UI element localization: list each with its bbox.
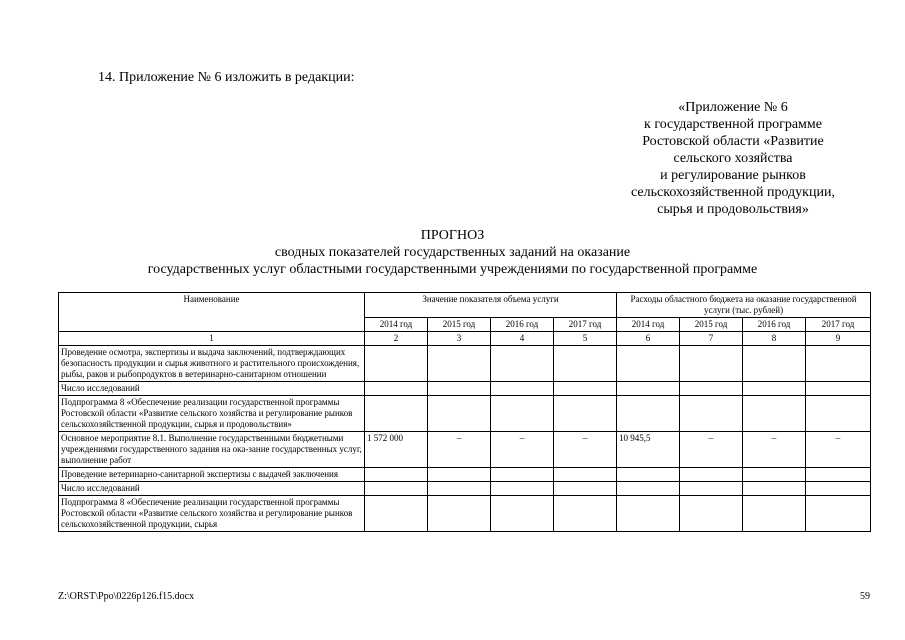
row-value — [428, 346, 491, 382]
column-number: 9 — [806, 332, 871, 346]
row-value — [554, 482, 617, 496]
row-value — [806, 468, 871, 482]
column-number: 4 — [491, 332, 554, 346]
appendix-line: сельского хозяйства — [673, 151, 793, 166]
row-value — [554, 468, 617, 482]
row-value — [491, 482, 554, 496]
row-value — [680, 468, 743, 482]
column-number: 1 — [59, 332, 365, 346]
appendix-line: сырья и продовольствия» — [657, 202, 809, 217]
heading-title: ПРОГНОЗ — [420, 228, 485, 243]
column-number: 5 — [554, 332, 617, 346]
appendix-line: сельскохозяйственной продукции, — [631, 185, 835, 200]
row-value — [743, 346, 806, 382]
row-name: Проведение осмотра, экспертизы и выдача заключений, подтверждающих безопасность продукции и сырья животного и растительного происхождения, рыбы, раков и рыбопродуктов в ветеринарно-санитарном отношении — [59, 346, 365, 382]
row-value — [428, 396, 491, 432]
row-value — [428, 468, 491, 482]
row-value — [554, 396, 617, 432]
row-value — [743, 382, 806, 396]
row-value — [806, 482, 871, 496]
row-value — [617, 496, 680, 532]
table-row — [59, 482, 871, 496]
header-name: Наименование — [59, 293, 365, 332]
row-name: Подпрограмма 8 «Обеспечение реализации государственной программы Ростовской области «Развитие сельского хозяйства и регулирование рынков сельскохозяйственной продукции, сырья и продовольствия» — [59, 396, 365, 432]
row-value — [680, 346, 743, 382]
row-value: – — [428, 432, 491, 468]
column-number: 8 — [743, 332, 806, 346]
row-value — [806, 396, 871, 432]
row-value — [491, 382, 554, 396]
header-budget: Расходы областного бюджета на оказание государственной услуги (тыс. рублей) — [617, 293, 871, 318]
row-value — [428, 482, 491, 496]
year-cell: 2015 год — [680, 318, 743, 332]
heading-line: сводных показателей государственных заданий на оказание — [274, 245, 631, 260]
row-value — [743, 396, 806, 432]
row-value — [617, 382, 680, 396]
header-volume: Значение показателя объема услуги — [365, 293, 617, 318]
row-value — [428, 496, 491, 532]
footer-file-path: Z:\ORST\Ppo\0226p126.f15.docx — [58, 591, 195, 602]
year-cell: 2014 год — [365, 318, 428, 332]
year-cell: 2016 год — [491, 318, 554, 332]
row-value — [365, 496, 428, 532]
document-heading — [0, 227, 905, 278]
appendix-line: «Приложение № 6 — [678, 100, 788, 115]
row-value: 10 945,5 — [617, 432, 680, 468]
column-number: 6 — [617, 332, 680, 346]
row-value — [806, 382, 871, 396]
row-value: – — [806, 432, 871, 468]
table-row — [59, 382, 871, 396]
row-value — [365, 396, 428, 432]
row-value: 1 572 000 — [365, 432, 428, 468]
row-value — [617, 482, 680, 496]
intro-line: 14. Приложение № 6 изложить в редакции: — [98, 70, 355, 85]
forecast-table — [58, 292, 871, 532]
table-row — [59, 346, 871, 382]
year-cell: 2014 год — [617, 318, 680, 332]
row-value — [806, 496, 871, 532]
row-name: Число исследований — [59, 482, 365, 496]
row-value — [491, 396, 554, 432]
table-numbers-row — [59, 332, 871, 346]
row-value — [491, 346, 554, 382]
row-value — [617, 396, 680, 432]
appendix-header — [603, 99, 863, 218]
table-header-row — [59, 293, 871, 318]
row-value — [491, 468, 554, 482]
row-value — [554, 346, 617, 382]
row-name: Проведение ветеринарно-санитарной экспертизы с выдачей заключения — [59, 468, 365, 482]
column-number: 2 — [365, 332, 428, 346]
column-number: 3 — [428, 332, 491, 346]
year-cell: 2016 год — [743, 318, 806, 332]
row-value — [680, 382, 743, 396]
table-row — [59, 432, 871, 468]
row-value — [365, 382, 428, 396]
row-value — [491, 496, 554, 532]
row-name: Основное мероприятие 8.1. Выполнение государственными бюджетными учреждениями государственного задания на ока-зание государственных услуг, выполнение работ — [59, 432, 365, 468]
row-name: Подпрограмма 8 «Обеспечение реализации государственной программы Ростовской области «Развитие сельского хозяйства и регулирование рынков сельскохозяйственной продукции, сырья — [59, 496, 365, 532]
row-value: – — [680, 432, 743, 468]
table-row — [59, 396, 871, 432]
row-value — [680, 496, 743, 532]
row-value — [365, 482, 428, 496]
row-name: Число исследований — [59, 382, 365, 396]
row-value: – — [491, 432, 554, 468]
row-value — [806, 346, 871, 382]
year-cell: 2015 год — [428, 318, 491, 332]
row-value — [743, 496, 806, 532]
footer-page-number: 59 — [860, 591, 870, 602]
row-value: – — [743, 432, 806, 468]
row-value — [743, 482, 806, 496]
year-cell: 2017 год — [554, 318, 617, 332]
row-value — [554, 382, 617, 396]
table-row — [59, 468, 871, 482]
appendix-line: к государственной программе — [644, 117, 822, 132]
row-value — [617, 468, 680, 482]
appendix-line: Ростовской области «Развитие — [642, 134, 824, 149]
row-value — [428, 382, 491, 396]
row-value — [617, 346, 680, 382]
row-value: – — [554, 432, 617, 468]
heading-line: государственных услуг областными государственными учреждениями по государственной программе — [147, 262, 758, 277]
row-value — [680, 396, 743, 432]
year-cell: 2017 год — [806, 318, 871, 332]
row-value — [365, 346, 428, 382]
appendix-line: и регулирование рынков — [660, 168, 806, 183]
row-value — [680, 482, 743, 496]
column-number: 7 — [680, 332, 743, 346]
row-value — [554, 496, 617, 532]
row-value — [743, 468, 806, 482]
table-row — [59, 496, 871, 532]
row-value — [365, 468, 428, 482]
